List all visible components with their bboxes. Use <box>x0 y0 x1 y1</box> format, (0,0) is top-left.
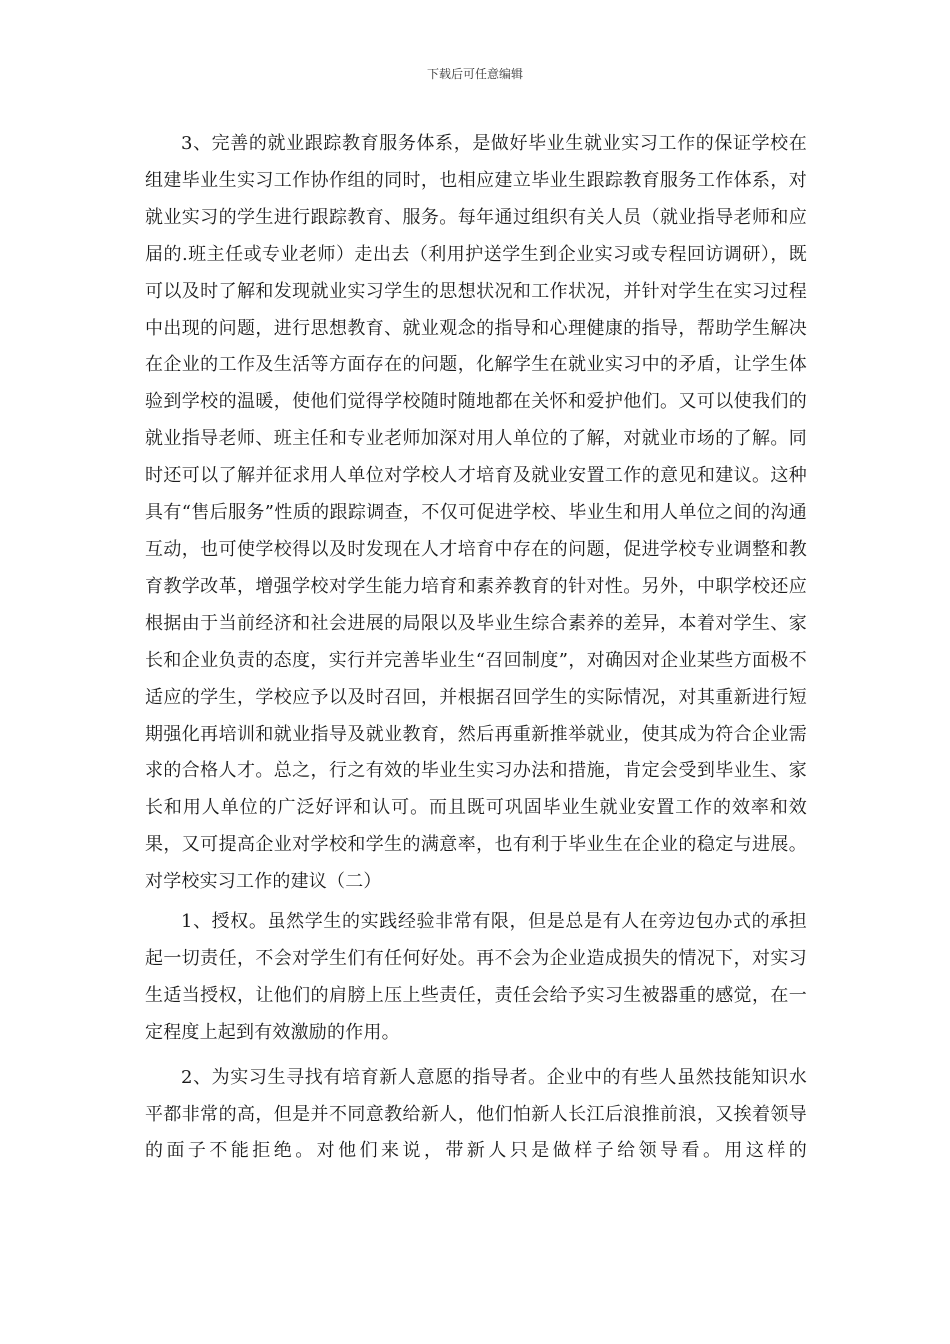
paragraph-authorization: 1、授权。虽然学生的实践经验非常有限，但是总是有人在旁边包办式的承担起一切责任，不会对学生们有任何好处。再不会为企业造成损失的情况下，对实习生适当授权，让他们的肩膀上压上些责任，责任会给予实习生被器重的感觉，在一定程度上起到有效激励的作用。 <box>145 911 807 1043</box>
document-body <box>145 126 807 1170</box>
paragraph-tracking-service: 3、完善的就业跟踪教育服务体系，是做好毕业生就业实习工作的保证学校在组建毕业生实习工作协作组的同时，也相应建立毕业生跟踪教育服务工作体系，对就业实习的学生进行跟踪教育、服务。每年通过组织有关人员（就业指导老师和应届的.班主任或专业老师）走出去（利用护送学生到企业实习或专程回访调研），既可以及时了解和发现就业实习学生的思想状况和工作状况，并针对学生在实习过程中出现的问题，进行思想教育、就业观念的指导和心理健康的指导，帮助学生解决在企业的工作及生活等方面存在的问题，化解学生在就业实习中的矛盾，让学生体验到学校的温暖，使他们觉得学校随时随地都在关怀和爱护他们。又可以使我们的就业指导老师、班主任和专业老师加深对用人单位的了解，对就业市场的了解。同时还可以了解并征求用人单位对学校人才培育及就业安置工作的意见和建议。这种具有“售后服务”性质的跟踪调查，不仅可促进学校、毕业生和用人单位之间的沟通互动，也可使学校得以及时发现在人才培育中存在的问题，促进学校专业调整和教育教学改革，增强学校对学生能力培育和素养教育的针对性。另外，中职学校还应根据由于当前经济和社会进展的局限以及毕业生综合素养的差异，本着对学生、家长和企业负责的态度，实行并完善毕业生“召回制度”，对确因对企业某些方面极不适应的学生，学校应予以及时召回，并根据召回学生的实际情况，对其重新进行短期强化再培训和就业指导及就业教育，然后再重新推举就业，使其成为符合企业需求的合格人才。总之，行之有效的毕业生实习办法和措施，肯定会受到毕业生、家长和用人单位的广泛好评和认可。而且既可巩固毕业生就业安置工作的效率和效果，又可提高企业对学校和学生的满意率，也有利于毕业生在企业的稳定与进展。 对学校实习工作的建议（二） <box>145 133 807 893</box>
page-header: 下载后可任意编辑 <box>426 67 523 81</box>
paragraph-mentor: 2、为实习生寻找有培育新人意愿的指导者。企业中的有些人虽然技能知识水平都非常的高，但是并不同意教给新人，他们怕新人长江后浪推前浪，又挨着领导的面子不能拒绝。对他们来说，带新人只是做样子给领导看。用这样的 <box>145 1066 807 1162</box>
